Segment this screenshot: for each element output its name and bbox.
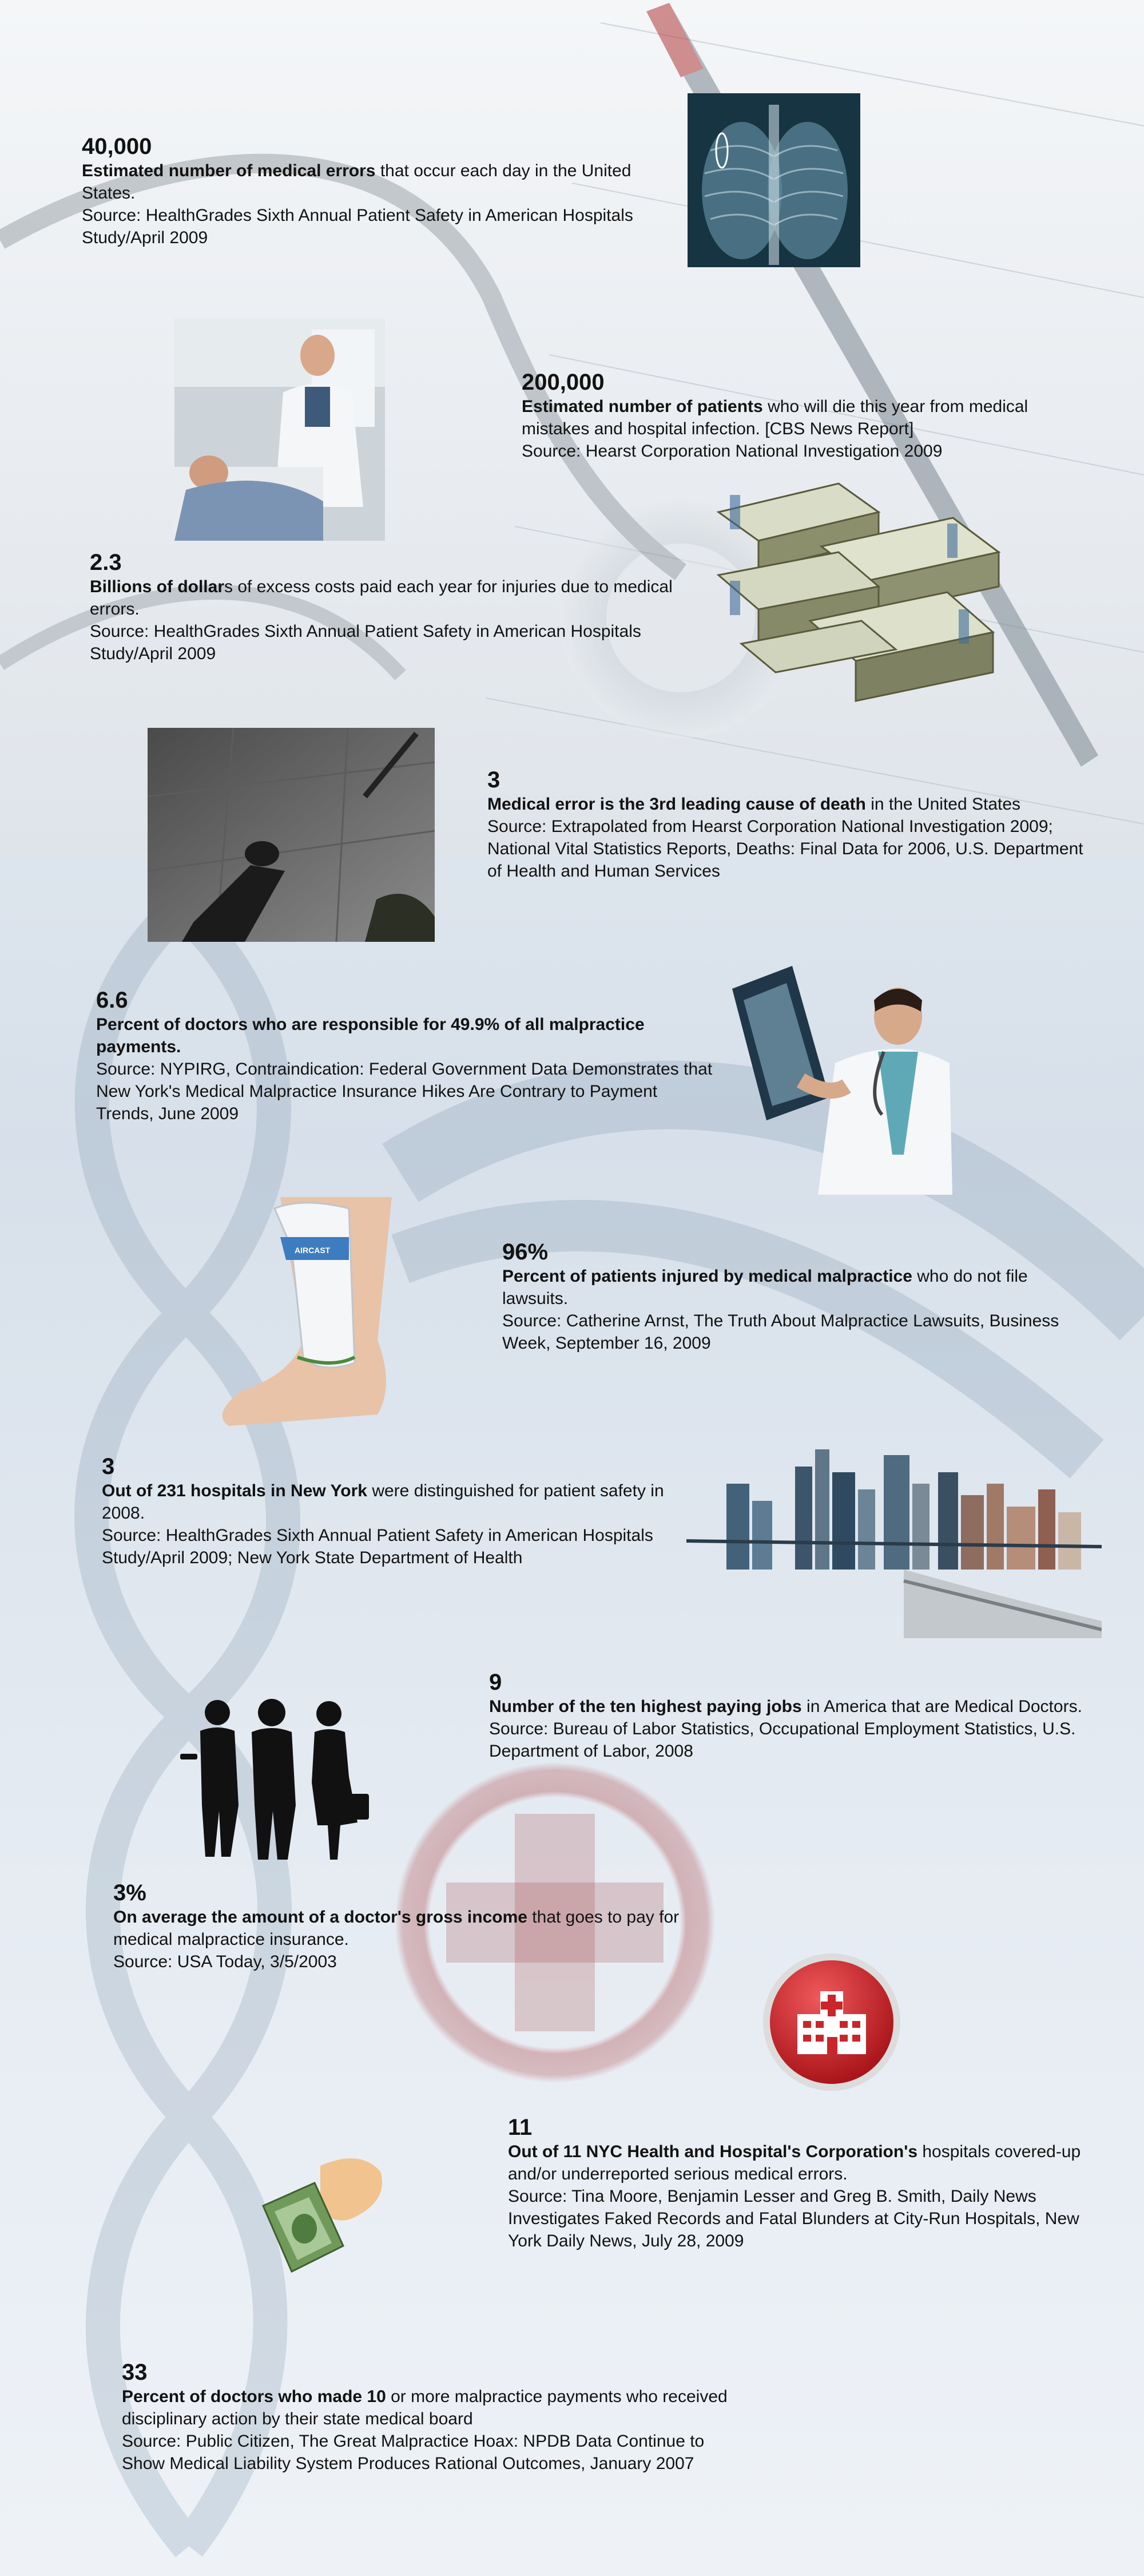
- business-silhouettes-icon: [174, 1691, 380, 1862]
- stat-description: [122, 2385, 740, 2430]
- stat-source: Source: HealthGrades Sixth Annual Patient Safety in American Hospitals Study/April 2009; New York State Department of Health: [102, 1526, 653, 1567]
- hand-with-cash-icon: [252, 2149, 395, 2280]
- stat-highlight: Estimated number of patients: [522, 397, 763, 416]
- stat-description: [508, 2141, 1109, 2185]
- stat-block: [122, 2359, 740, 2475]
- stat-block: [96, 987, 714, 1125]
- stat-highlight: Percent of patients injured by medical malpractice: [502, 1267, 912, 1286]
- stat-description: [96, 1013, 714, 1058]
- stat-text: were distinguished for patient safety in 2008.: [102, 1481, 664, 1523]
- shadow-on-pavement-photo: [148, 728, 435, 942]
- stat-source: Source: HealthGrades Sixth Annual Patient Safety in American Hospitals Study/April 2009: [90, 622, 641, 663]
- stat-source: Source: HealthGrades Sixth Annual Patient Safety in American Hospitals Study/April 2009: [82, 206, 633, 247]
- stat-text: in America that are Medical Doctors.: [801, 1697, 1082, 1716]
- stat-text: s of excess costs paid each year for injuries due to medical errors.: [90, 577, 673, 619]
- stat-source: Source: NYPIRG, Contraindication: Federal Government Data Demonstrates that New York's Medical Malpractice Insurance Hikes Are Contrary to Payment Trends, June 2009: [96, 1060, 713, 1123]
- stat-number: 3%: [113, 1880, 146, 1905]
- stat-highlight: Estimated number of medical errors: [82, 161, 376, 180]
- stat-highlight: Out of 231 hospitals in New York: [102, 1481, 367, 1500]
- stat-description: [113, 1906, 731, 1951]
- stat-highlight: On average the amount of a doctor's gross income: [113, 1908, 527, 1927]
- stat-block: [502, 1239, 1097, 1354]
- ankle-brace-photo: [206, 1197, 402, 1428]
- stat-description: [489, 1695, 1095, 1718]
- doctor-and-patient-photo: [174, 318, 385, 541]
- stat-block: [487, 767, 1094, 882]
- stat-description: [102, 1480, 697, 1524]
- money-stacks-photo: [707, 478, 1020, 712]
- stat-number: 40,000: [82, 134, 152, 159]
- stat-text: in the United States: [865, 795, 1021, 814]
- stat-number: 3: [487, 767, 500, 792]
- stat-number: 3: [102, 1454, 115, 1479]
- stat-block: [82, 133, 671, 249]
- stat-text: hospitals covered-up and/or underreported serious medical errors.: [508, 2142, 1081, 2183]
- stat-block: [489, 1669, 1095, 1762]
- stat-source: Source: USA Today, 3/5/2003: [113, 1952, 337, 1971]
- brace-brand-label: AIRCAST: [295, 1246, 331, 1255]
- stat-source: Source: Hearst Corporation National Investigation 2009: [522, 442, 943, 461]
- stat-text: who will die this year from medical mistakes and hospital infection. [CBS News Report]: [522, 397, 1028, 438]
- stat-block: [90, 549, 696, 665]
- chest-xray-photo: [688, 93, 860, 267]
- stat-number: 33: [122, 2360, 148, 2385]
- stat-block: [522, 369, 1094, 462]
- stat-number: 11: [508, 2115, 533, 2140]
- stat-description: [82, 160, 671, 204]
- stat-highlight: Percent of doctors who made 10: [122, 2387, 386, 2406]
- stat-text: or more malpractice payments who received disciplinary action by their state medical board: [122, 2387, 728, 2428]
- stat-highlight: Billions of dollar: [90, 577, 225, 596]
- stat-description: [487, 793, 1094, 815]
- stat-highlight: Number of the ten highest paying jobs: [489, 1697, 802, 1716]
- stat-highlight: Percent of doctors who are responsible for 49.9% of all malpractice payments.: [96, 1015, 645, 1056]
- stat-highlight: Out of 11 NYC Health and Hospital's Corporation's: [508, 2142, 918, 2161]
- stat-block: [508, 2114, 1109, 2252]
- stat-description: [522, 395, 1094, 440]
- stat-source: Source: Tina Moore, Benjamin Lesser and Greg B. Smith, Daily News Investigates Faked Records and Fatal Blunders at City-Run Hospitals, New York Daily News, July 28, 2009: [508, 2187, 1079, 2250]
- hospital-button-icon: [761, 1951, 903, 2093]
- stat-text: who do not file lawsuits.: [502, 1267, 1028, 1308]
- stat-description: [502, 1265, 1097, 1310]
- city-skyline-photo: [686, 1449, 1102, 1638]
- stat-description: [90, 576, 696, 620]
- stat-block: [113, 1880, 731, 1973]
- stat-text: that goes to pay for medical malpractice insurance.: [113, 1908, 680, 1949]
- stat-number: 2.3: [90, 550, 122, 575]
- stat-block: [102, 1453, 697, 1569]
- stat-number: 200,000: [522, 370, 605, 395]
- stat-number: 9: [489, 1670, 502, 1695]
- stat-source: Source: Catherine Arnst, The Truth About Malpractice Lawsuits, Business Week, September 16, 2009: [502, 1311, 1059, 1353]
- stat-highlight: Medical error is the 3rd leading cause of death: [487, 795, 866, 814]
- stat-text: that occur each day in the United States.: [82, 161, 631, 203]
- stat-source: Source: Extrapolated from Hearst Corporation National Investigation 2009; National Vital Statistics Reports, Deaths: Final Data for 2006, U.S. Department of Health and Human Services: [487, 817, 1083, 881]
- doctor-with-xray-photo: [732, 966, 955, 1195]
- stat-number: 6.6: [96, 988, 128, 1013]
- stat-source: Source: Bureau of Labor Statistics, Occupational Employment Statistics, U.S. Department of Labor, 2008: [489, 1719, 1076, 1761]
- stat-source: Source: Public Citizen, The Great Malpractice Hoax: NPDB Data Continue to Show Medical Liability System Produces Rational Outcomes, January 2007: [122, 2432, 705, 2473]
- stat-number: 96%: [502, 1239, 549, 1265]
